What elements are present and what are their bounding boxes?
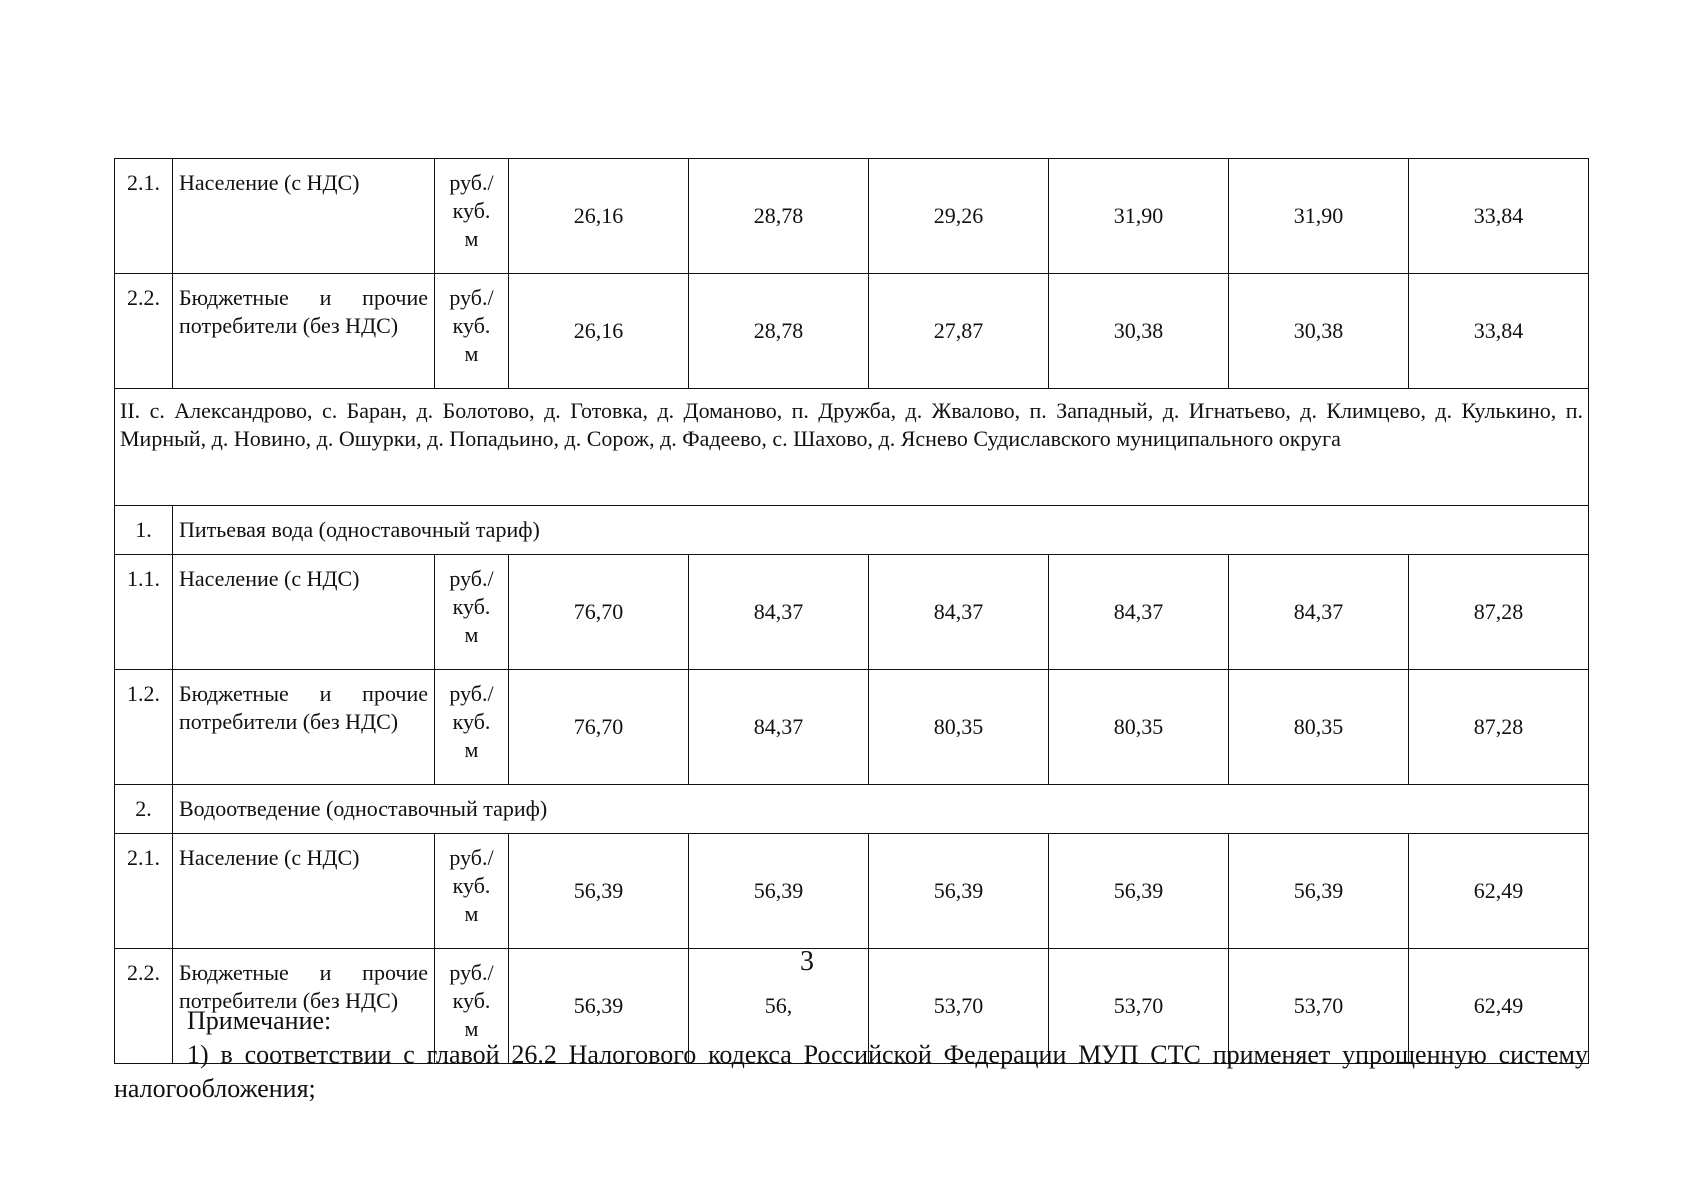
tariff-value: 84,37 bbox=[689, 555, 869, 670]
unit-line: куб. bbox=[452, 313, 491, 338]
unit-line: м bbox=[464, 622, 479, 647]
tariff-value: 53,70 bbox=[869, 949, 1049, 1064]
unit-line: руб./ bbox=[449, 845, 494, 870]
tariff-value: 28,78 bbox=[689, 159, 869, 274]
section-title: Водоотведение (одноставочный тариф) bbox=[173, 785, 1589, 834]
section-row bbox=[115, 506, 1589, 555]
tariff-value: 53,70 bbox=[1229, 949, 1409, 1064]
tariff-value: 56,39 bbox=[869, 834, 1049, 949]
location-header: II. с. Александрово, с. Баран, д. Болотово, д. Готовка, д. Доманово, п. Дружба, д. Жвалово, п. Западный, д. Игнатьево, д. Климцево, д. Кулькино, п. Мирный, д. Новино, д. Ошурки, д. Попадьино, д. Сорож, д. Фадеево, с. Шахово, д. Яснево Судиславского муниципального округа bbox=[115, 389, 1589, 506]
unit-line: куб. bbox=[452, 709, 491, 734]
unit-line: куб. bbox=[452, 873, 491, 898]
consumer-name: Бюджетные и прочие потребители (без НДС) bbox=[173, 274, 435, 389]
unit-line: куб. bbox=[452, 594, 491, 619]
unit-cell bbox=[435, 834, 509, 949]
notes-item: 1) в соответствии с главой 26.2 Налогового кодекса Российской Федерации МУП СТС применяет упрощенную систему налогообложения; bbox=[114, 1040, 1588, 1103]
tariff-value: 31,90 bbox=[1049, 159, 1229, 274]
tariff-value: 87,28 bbox=[1409, 555, 1589, 670]
unit-cell bbox=[435, 555, 509, 670]
section-number: 1. bbox=[115, 506, 173, 555]
table-row bbox=[115, 274, 1589, 389]
unit-line: куб. bbox=[452, 988, 491, 1013]
unit-line: руб./ bbox=[449, 681, 494, 706]
tariff-value: 28,78 bbox=[689, 274, 869, 389]
unit-cell bbox=[435, 274, 509, 389]
consumer-name: Население (с НДС) bbox=[173, 159, 435, 274]
tariff-value: 27,87 bbox=[869, 274, 1049, 389]
tariff-value: 56, bbox=[689, 949, 869, 1064]
section-row bbox=[115, 785, 1589, 834]
tariff-value: 30,38 bbox=[1229, 274, 1409, 389]
table-row bbox=[115, 555, 1589, 670]
unit-line: руб./ bbox=[449, 285, 494, 310]
consumer-name: Население (с НДС) bbox=[173, 555, 435, 670]
row-number: 2.1. bbox=[115, 159, 173, 274]
unit-line: м bbox=[464, 901, 479, 926]
unit-cell bbox=[435, 670, 509, 785]
tariff-value: 56,39 bbox=[509, 949, 689, 1064]
row-number: 1.1. bbox=[115, 555, 173, 670]
consumer-name: Бюджетные и прочие потребители (без НДС) bbox=[173, 670, 435, 785]
table-row bbox=[115, 834, 1589, 949]
tariff-value: 80,35 bbox=[1049, 670, 1229, 785]
unit-cell bbox=[435, 159, 509, 274]
row-number: 2.2. bbox=[115, 274, 173, 389]
unit-line: м bbox=[464, 341, 479, 366]
tariff-value: 62,49 bbox=[1409, 949, 1589, 1064]
tariff-value: 84,37 bbox=[1049, 555, 1229, 670]
table-row bbox=[115, 670, 1589, 785]
tariff-value: 33,84 bbox=[1409, 159, 1589, 274]
tariff-value: 84,37 bbox=[869, 555, 1049, 670]
tariff-value: 30,38 bbox=[1049, 274, 1229, 389]
tariff-value: 87,28 bbox=[1409, 670, 1589, 785]
unit-line: руб./ bbox=[449, 170, 494, 195]
row-number: 2.1. bbox=[115, 834, 173, 949]
tariff-value: 56,39 bbox=[689, 834, 869, 949]
tariff-value: 56,39 bbox=[1049, 834, 1229, 949]
tariff-value: 53,70 bbox=[1049, 949, 1229, 1064]
tariff-value: 76,70 bbox=[509, 555, 689, 670]
notes-section bbox=[114, 1004, 1588, 1106]
consumer-name: Население (с НДС) bbox=[173, 834, 435, 949]
tariff-value: 26,16 bbox=[509, 274, 689, 389]
table-row bbox=[115, 159, 1589, 274]
unit-line: руб./ bbox=[449, 566, 494, 591]
row-number: 1.2. bbox=[115, 670, 173, 785]
consumer-name: Бюджетные и прочие потребители (без НДС) bbox=[173, 949, 435, 1064]
unit-line: руб./ bbox=[449, 960, 494, 985]
tariff-table bbox=[114, 158, 1589, 1064]
section-number: 2. bbox=[115, 785, 173, 834]
unit-line: м bbox=[464, 1016, 479, 1041]
unit-line: куб. bbox=[452, 198, 491, 223]
tariff-value: 31,90 bbox=[1229, 159, 1409, 274]
tariff-value: 33,84 bbox=[1409, 274, 1589, 389]
tariff-value: 76,70 bbox=[509, 670, 689, 785]
tariff-value: 84,37 bbox=[689, 670, 869, 785]
tariff-value: 29,26 bbox=[869, 159, 1049, 274]
tariff-value: 80,35 bbox=[1229, 670, 1409, 785]
tariff-value: 26,16 bbox=[509, 159, 689, 274]
notes-title: Примечание: bbox=[187, 1006, 332, 1035]
unit-line: м bbox=[464, 226, 479, 251]
tariff-value: 56,39 bbox=[1229, 834, 1409, 949]
page-number: 3 bbox=[800, 946, 814, 977]
section-title: Питьевая вода (одноставочный тариф) bbox=[173, 506, 1589, 555]
tariff-value: 56,39 bbox=[509, 834, 689, 949]
tariff-value: 84,37 bbox=[1229, 555, 1409, 670]
tariff-table-container bbox=[114, 158, 1588, 1064]
unit-line: м bbox=[464, 737, 479, 762]
tariff-value: 62,49 bbox=[1409, 834, 1589, 949]
row-number: 2.2. bbox=[115, 949, 173, 1064]
tariff-value: 80,35 bbox=[869, 670, 1049, 785]
location-row bbox=[115, 389, 1589, 506]
